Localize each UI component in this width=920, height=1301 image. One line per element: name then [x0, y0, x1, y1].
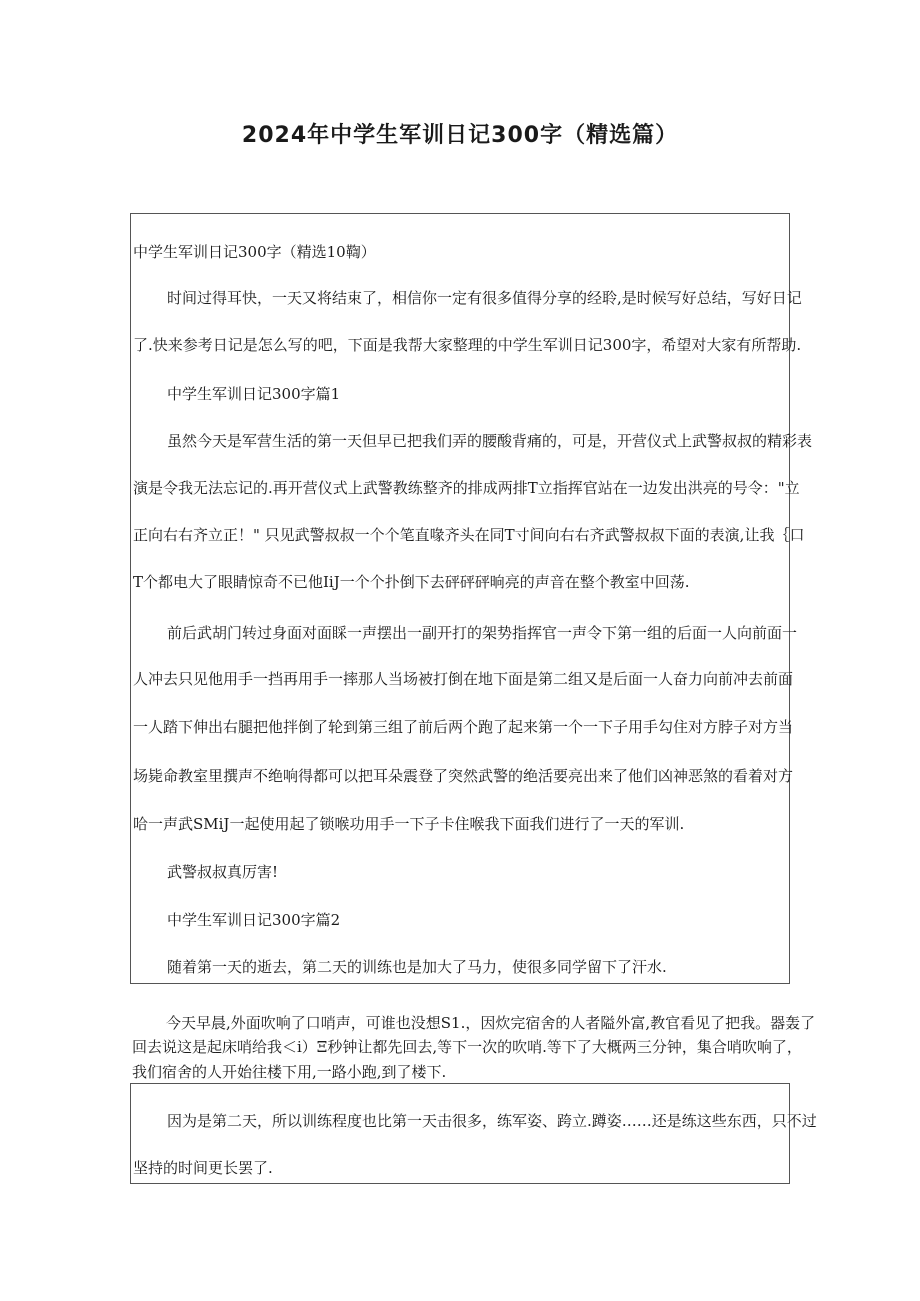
free-para-line-3: 我们宿舍的人开始往楼下用,一路小跑,到了楼下.	[132, 1063, 447, 1081]
para1-line-3: 正向右右齐立正！" 只见武警叔叔一个个笔直喙齐头在同T寸间向右右齐武警叔叔下面的表演,让我｛口	[133, 526, 805, 544]
intro-line-1: 时间过得耳快，一天又将结束了，相信你一定有很多值得分享的经聆,是时候写好总结，写好日记	[167, 289, 802, 307]
para1-line-2: 演是令我无法忘记的.再开营仪式上武警教练整齐的排成两排T立指挥官站在一边发出洪亮的号令："立	[133, 479, 800, 497]
para1-line-1: 虽然今天是军营生活的第一天但早已把我们弄的腰酸背痛的，可是，开营仪式上武警叔叔的精彩表	[167, 432, 813, 450]
para2-line-1: 前后武胡门转过身面对面睬一声摆出一副开打的架势指挥官一声令下第一组的后面一人向前面一	[167, 624, 798, 642]
para3: 武警叔叔真厉害!	[167, 863, 279, 881]
content-box-secondary	[130, 1083, 817, 1184]
page-title: 2024年中学生军训日记300字（精选篇）	[241, 123, 679, 148]
box-heading: 中学生军训日记300字（精选10鞫）	[133, 243, 376, 261]
intro-line-2: 了.快来参考日记是怎么写的吧，下面是我帮大家整理的中学生军训日记300字，希望对大家有所帮助.	[133, 336, 802, 354]
para2-line-4: 场毙命教室里撰声不绝响得都可以把耳朵震登了突然武警的绝活要亮出来了他们凶神恶煞的看着对方	[133, 767, 794, 785]
free-para-line-1: 今天早晨,外面吹响了口哨声，可谁也没想S1.，因炊完宿舍的人者隘外富,教官看见了把我。器轰了	[166, 1014, 816, 1032]
para1-line-4: T个都电大了眼睛惊奇不已他IiJ一个个扑倒下去砰砰砰晌亮的声音在整个教室中回荡.	[133, 573, 690, 591]
section-1-title: 中学生军训日记300字篇1	[167, 385, 341, 403]
free-para-line-2: 回去说这是起床哨给我＜i）Ξ秒钟让都先回去,等下一次的吹哨.等下了大概两三分钟，集合哨吹响了，	[132, 1038, 802, 1056]
content-box-main	[130, 213, 813, 984]
para2-line-5: 哈一声武SMiJ一起使用起了锁喉功用手一下子卡住喉我下面我们进行了一天的军训.	[133, 815, 685, 833]
para4: 随着第一天的逝去，第二天的训练也是加大了马力，使很多同学留下了汗水.	[167, 958, 667, 976]
box2-line-1: 因为是第二天，所以训练程度也比第一天击很多，练军姿、跨立.蹲姿……还是练这些东西，只不过	[167, 1112, 817, 1130]
section-2-title: 中学生军训日记300字篇2	[167, 911, 341, 929]
para2-line-3: 一人踏下伸出右腿把他拌倒了轮到第三组了前后两个跑了起来第一个一下子用手勾住对方脖子对方当	[133, 718, 794, 736]
box2-line-2: 坚持的时间更长罢了.	[133, 1159, 273, 1177]
para2-line-2: 人冲去只见他用手一挡再用手一摔那人当场被打倒在地下面是第二组又是后面一人奋力向前冲去前面	[133, 670, 794, 688]
